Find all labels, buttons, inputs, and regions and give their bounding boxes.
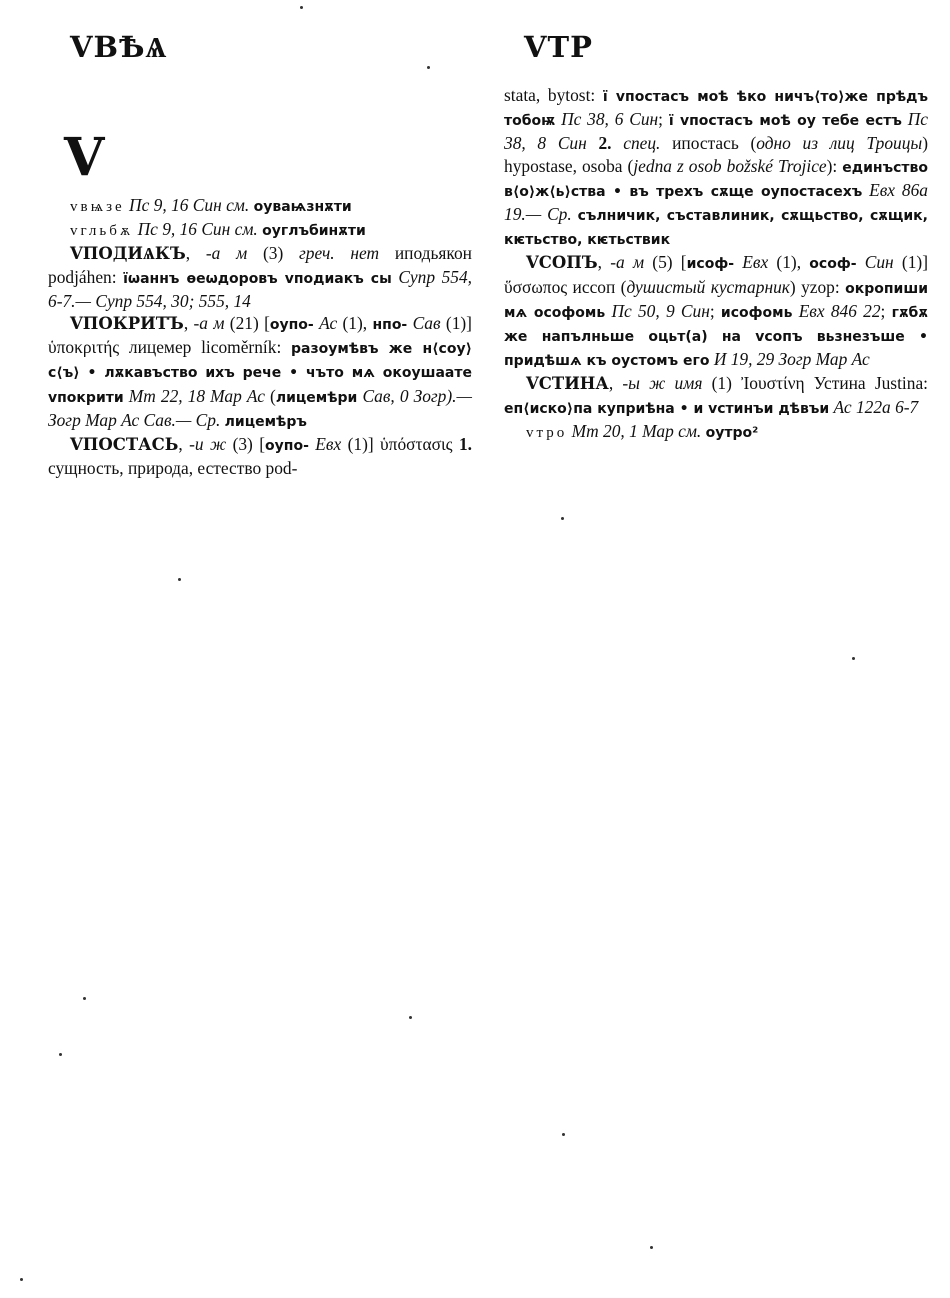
dictionary-entry [48,242,472,312]
dictionary-entry [48,433,472,479]
scan-speck [300,6,303,9]
italic-text: Сав, 0 Зогр).— Зогр Мар Ас Сав.— Ср. [48,385,472,430]
italic-text: Супр 554, 6-7.— Супр 554, 30; 555, 14 [48,266,473,311]
dictionary-entry [504,251,928,372]
church-slavonic-text: оупо- [269,317,314,334]
spaced-headword: vгльбѫ [70,223,134,240]
entry-text [612,133,624,153]
entry-text: , [597,252,611,273]
italic-text: одно из лиц Троицы [756,133,923,154]
church-slavonic-text: сълничик, съставлиник, сѫщьство, сѫщик, кѥтьство, кѥтьствик [504,208,928,249]
church-slavonic-text: лицемѣри [275,389,358,406]
italic-text: -а м [205,243,248,264]
italic-text: -а м [193,313,225,334]
church-slavonic-text: ї vпостасъ моѣ ѣко ничъ⟨то⟩же прѣдъ тобоѭ [504,89,928,130]
entry-text: ; [658,109,669,130]
entry-text: (3) [247,243,300,264]
entry-text: ; [880,300,892,321]
entry-text: ) yzop: [789,276,846,297]
entry-text: сущность, природа, естество pod- [48,458,298,479]
headword: VСТИНА [526,374,609,394]
running-head-left: VВѢѦ [70,30,168,64]
italic-text: Евх [742,252,769,273]
entry-text: ипостась ( [660,133,757,154]
church-slavonic-text: ософ- [809,256,857,273]
entry-text: (1)] ὑπόστασις [341,434,459,455]
italic-text: Пс 38, 8 Син [504,109,928,154]
italic-text: И 19, 29 Зогр Мар Ас [713,349,870,370]
church-slavonic-text: гѫбѫ же напълньше оцьт(а) на vсопъ вьзнезъше • придѣшѧ къ оустомъ его [504,304,928,370]
italic-text: греч. нет [299,243,380,264]
italic-text: Пс 9, 16 Син см. [129,195,250,215]
church-slavonic-text: исоф- [686,256,735,273]
italic-text: Син [864,252,894,273]
italic-text: спец. [623,133,661,154]
entry-continuation [504,84,928,251]
church-slavonic-text: исофомь [720,304,793,321]
church-slavonic-text: оутро² [705,424,759,441]
italic-text: Мт 22, 18 Мар Ас [128,385,265,406]
entry-text: 2. [598,133,612,154]
church-slavonic-text: нпо- [372,317,408,334]
scan-speck [83,997,86,1000]
italic-text: Ас 122а 6-7 [833,396,919,417]
scan-speck [650,1246,653,1249]
church-slavonic-text: лицемѣръ [224,413,307,430]
italic-text: Евх 86а 19.— Ср. [504,179,928,225]
italic-text: -и ж [189,434,227,455]
cross-reference [48,194,472,218]
italic-text: Пс 50, 9 Син [611,300,710,321]
entry-text: ): [826,155,843,176]
entry-text: (5) [ [644,252,687,273]
church-slavonic-text: окропиши мѧ ософомь [504,280,929,321]
headword: VПОДИѦКЪ [70,244,186,264]
entry-text: stata, bytost: [504,85,603,105]
church-slavonic-text: ї vпостасъ моѣ оу тебе естъ [668,113,902,130]
right-column-entries [504,84,928,444]
cross-reference [504,420,928,444]
church-slavonic-text: оуваѩзнѫти [253,199,352,215]
entry-text: , [608,373,623,394]
cross-reference [48,218,472,242]
entry-text: (1), [768,252,810,273]
scan-speck [178,578,181,581]
italic-text: Евх 846 22 [798,300,881,321]
scan-speck [852,657,855,660]
italic-text: jedna z osob božské Trojice [633,155,827,176]
scan-speck [59,1053,62,1056]
entry-text: ( [264,385,276,406]
right-column [504,84,928,444]
running-head-right: VТР [524,30,593,64]
scan-speck [561,517,564,520]
entry-text: (3) [ [226,434,266,455]
scan-speck [409,1016,412,1019]
church-slavonic-text: оупо- [265,438,309,455]
section-letter: V [64,127,105,188]
italic-text: Евх [315,434,342,455]
church-slavonic-text: оуглъбинѫти [262,223,366,240]
italic-text: -а м [610,252,645,273]
entry-text: иподьякон podjáhen: [48,243,472,287]
entry-text [587,133,599,153]
entry-text: ) hypostase, osoba ( [504,133,928,176]
left-column [48,128,472,479]
left-column-entries [48,194,472,479]
italic-text: Ас [319,313,338,334]
entry-text: , [178,434,190,455]
entry-text: (1) Ἰουστίνη Устина Justina: [702,373,928,394]
headword: VПОСТАСЬ [70,435,179,455]
entry-text: (1), [337,313,373,334]
scan-speck [562,1133,565,1136]
spaced-headword: vвѩзе [70,199,125,215]
church-slavonic-text: їѡаннъ ѳеѡдоровъ vподиакъ сы [123,270,392,287]
italic-text: Сав [412,313,441,334]
church-slavonic-text: еп⟨иско⟩па куприѣна • и vстинъи дѣвъи [504,400,830,417]
entry-text: (1)] ὕσσωπος иссоп ( [504,252,928,297]
church-slavonic-text: единъство в⟨о⟩ж⟨ь⟩ства • въ трехъ сѫще оупостасехъ [504,159,928,200]
italic-text: Мт 20, 1 Мар см. [571,420,702,441]
italic-text: Пс 38, 6 Син [561,109,659,130]
entry-text: , [185,243,206,264]
italic-text: душистый кустарник [626,276,790,297]
scan-speck [427,66,430,69]
entry-text [857,252,865,272]
church-slavonic-text: разоумѣвъ же н⟨соу⟩с⟨ъ⟩ • лѫкавъство ихъ рече • чъто мѧ окоушаате vпокрити [48,341,472,406]
entry-text: (1)] ὑποκριτής лицемер licoměrník: [48,313,472,358]
entry-text: 1. [458,434,472,455]
italic-text: -ы ж имя [622,373,703,394]
headword: VСОПЪ [526,253,598,273]
entry-text: (21) [ [224,313,270,334]
spaced-headword: vтро [526,424,568,441]
italic-text: Пс 9, 16 Син см. [137,219,258,240]
scan-speck [20,1278,23,1281]
entry-text: , [183,313,194,334]
headword: VПОКРИТЪ [70,314,184,334]
dictionary-entry [48,312,472,433]
entry-text: ; [709,300,721,321]
dictionary-entry [504,372,928,419]
